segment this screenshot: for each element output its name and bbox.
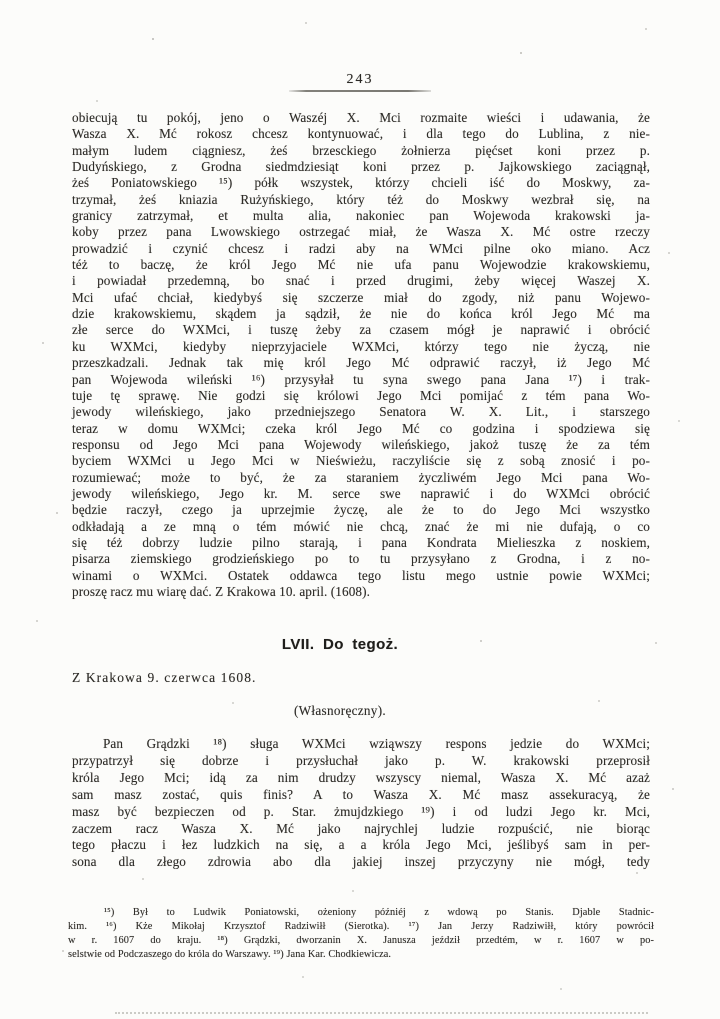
- text-line: dzie krakowskiemu, skądem ja sądził, że nie do końca król Jego Mć ma: [72, 306, 650, 322]
- text-line: proszę racz mu wiarę dać. Z Krakowa 10. april. (1608).: [72, 583, 370, 599]
- text-line: Wasza X. Mć rokosz chcesz kontynuować, i dla tego do Lublina, z nie-: [72, 126, 650, 142]
- text-line: przypatrzył się dobrze i przysłuchał jako p. W. krakowski przeprosił: [72, 752, 650, 768]
- text-line: sam masz zostać, quis finis? A to Wasza X. Mć masz assekuracyą, że: [72, 786, 650, 802]
- text-line: teraz w domu WXMci; czeka król Jego Mć co godzina i spodziewa się: [72, 420, 650, 436]
- page-number: 243: [346, 72, 374, 87]
- text-line: przeszkadzali. Jednak tak mię król Jego Mć odprawić raczył, iż Jego Mć: [72, 355, 650, 371]
- footnote-line: w r. 1607 do kraju. ¹⁸) Grądzki, dworzanin X. Janusza jeździł przedtém, w r. 1607 w po-: [68, 935, 654, 946]
- scan-artifact-line: [115, 1012, 648, 1014]
- text-line: króla Jego Mci; idą za nim drudzy wszyscy niemal, Wasza X. Mć azaż: [72, 769, 650, 785]
- text-line: masz być bezpieczen od p. Star. żmujdzkiego ¹⁹) i od ludzi Jego kr. Mci,: [72, 803, 650, 819]
- text-line: ku WXMci, kiedyby nieprzyjaciele WXMci, którzy tego nie życzą, nie: [72, 338, 650, 354]
- text-line: pan Wojewoda wileński ¹⁶) przysyłał tu syna swego pana Jana ¹⁷) i trak-: [72, 371, 650, 387]
- text-line: tego płaczu i łez ludzkich na się, a a króla Jego Mci, jeślibyś sam in per-: [72, 837, 650, 853]
- text-line: odkładają a ze mną o tém mówić nie chcą, znać że mi nie dufają, o co: [72, 518, 650, 534]
- text-line: responsu od Jego Mci pana Wojewody wileńskiego, jakoż tuszę że za tém: [72, 436, 650, 452]
- footnote-line: ¹⁵) Był to Ludwik Poniatowski, ożeniony późniéj z wdową po Stanis. Djable Stadnic-: [104, 907, 654, 918]
- dateline: Z Krakowa 9. czerwca 1608.: [72, 670, 257, 685]
- text-line: jewody wileńskiego, Jego kr. M. serce swe naprawić i do WXMci obrócić: [72, 485, 650, 501]
- page-number-rule: [289, 90, 431, 92]
- text-line: prowadzić i czynić chcesz i radzi aby na WMci pilne oko miano. Acz: [72, 240, 650, 256]
- text-line: tuje tę sprawę. Nie godzi się królowi Jego Mci pomijać z tém pana Wo-: [72, 387, 650, 403]
- text-line: Pan Grądzki ¹⁸) sługa WXMci wziąwszy respons jedzie do WXMci;: [103, 736, 650, 751]
- letter-lvi-body: [72, 110, 650, 600]
- text-line: i powiadał przedemną, bo snać i przed drugimi, żeby więcej Waszej X.: [72, 273, 650, 289]
- text-line: będzie raczył, czego ja uprzejmie życzę, ale że to do Jego Mci wszystko: [72, 502, 650, 518]
- text-line: rozumiewać; może to być, że za staraniem życzliwém Jego Mci pana Wo-: [72, 469, 650, 485]
- text-line: trzymał, żeś kniazia Rużyńskiego, który téż do Moskwy wezbrał się, na: [72, 191, 650, 207]
- text-line: granicy zatrzymał, et multa alia, nakoniec pan Wojewoda krakowski ja-: [72, 208, 650, 224]
- text-line: byciem WXMci u Jego Mci w Nieświeżu, raczyliście się z sobą znosić i po-: [72, 453, 650, 469]
- scan-noise: [0, 0, 2, 2]
- footnote-line: kim. ¹⁶) Kże Mikołaj Krzysztof Radziwiłł (Sierotka). ¹⁷) Jan Jerzy Radziwiłł, który powrócił: [68, 921, 654, 932]
- text-line: się téż dobrzy ludzie pilno starają, i pana Kondrata Mielieszka z noskiem,: [72, 534, 650, 550]
- section-heading: LVII. Do tegoż.: [281, 636, 399, 653]
- text-line: koby przez pana Lwowskiego ostrzegać miał, że Wasza X. Mć ostre rzeczy: [72, 224, 650, 240]
- page-header: [72, 72, 648, 92]
- text-line: żeś Poniatowskiego ¹⁵) półk wszystek, którzy chcieli iść do Moskwy, za-: [72, 175, 650, 191]
- autograph-note: (Własnoręczny).: [293, 703, 386, 718]
- footnote-line: selstwie od Podczaszego do króla do Warszawy. ¹⁹) Jana Kar. Chodkiewicza.: [68, 949, 392, 960]
- text-line: małym ludem ciągniesz, żeś brzesckiego żołnierza pięćset koni przez p.: [72, 142, 650, 158]
- text-line: obiecują tu pokój, jeno o Waszéj X. Mci rozmaite wieści i udawania, że: [72, 110, 650, 125]
- text-line: sona dla złego zdrowia abo dla jakiej inszej przyczyny nie mógł, tedy: [72, 854, 650, 870]
- letter-lvii-body: [72, 736, 650, 871]
- text-line: złe serce do WXMci, i tuszę żeby za czasem mógł je naprawić i obrócić: [72, 322, 650, 338]
- text-line: Dudyńskiego, z Grodna siedmdziesiąt koni przez p. Jajkowskiego zaciągnął,: [72, 159, 650, 175]
- text-line: Mci ufać chciał, kiedybyś się szczerze miał do zgody, niż panu Wojewo-: [72, 289, 650, 305]
- text-line: pisarza ziemskiego grodzieńskiego po to tu przysyłano z Grodna, i z no-: [72, 551, 650, 567]
- text-line: zaczem racz Wasza X. Mć jako najrychlej ludzie rozpuścić, nie biorąc: [72, 820, 650, 836]
- text-line: téż to baczę, że król Jego Mć nie ufa panu Wojewodzie krakowskiemu,: [72, 257, 650, 273]
- text-line: jewody wileńskiego, jako przedniejszego Senatora W. X. Lit., i starszego: [72, 404, 650, 420]
- text-line: winami o WXMci. Ostatek oddawca tego listu mego ustnie powie WXMci;: [72, 567, 650, 583]
- footnotes: [68, 906, 654, 962]
